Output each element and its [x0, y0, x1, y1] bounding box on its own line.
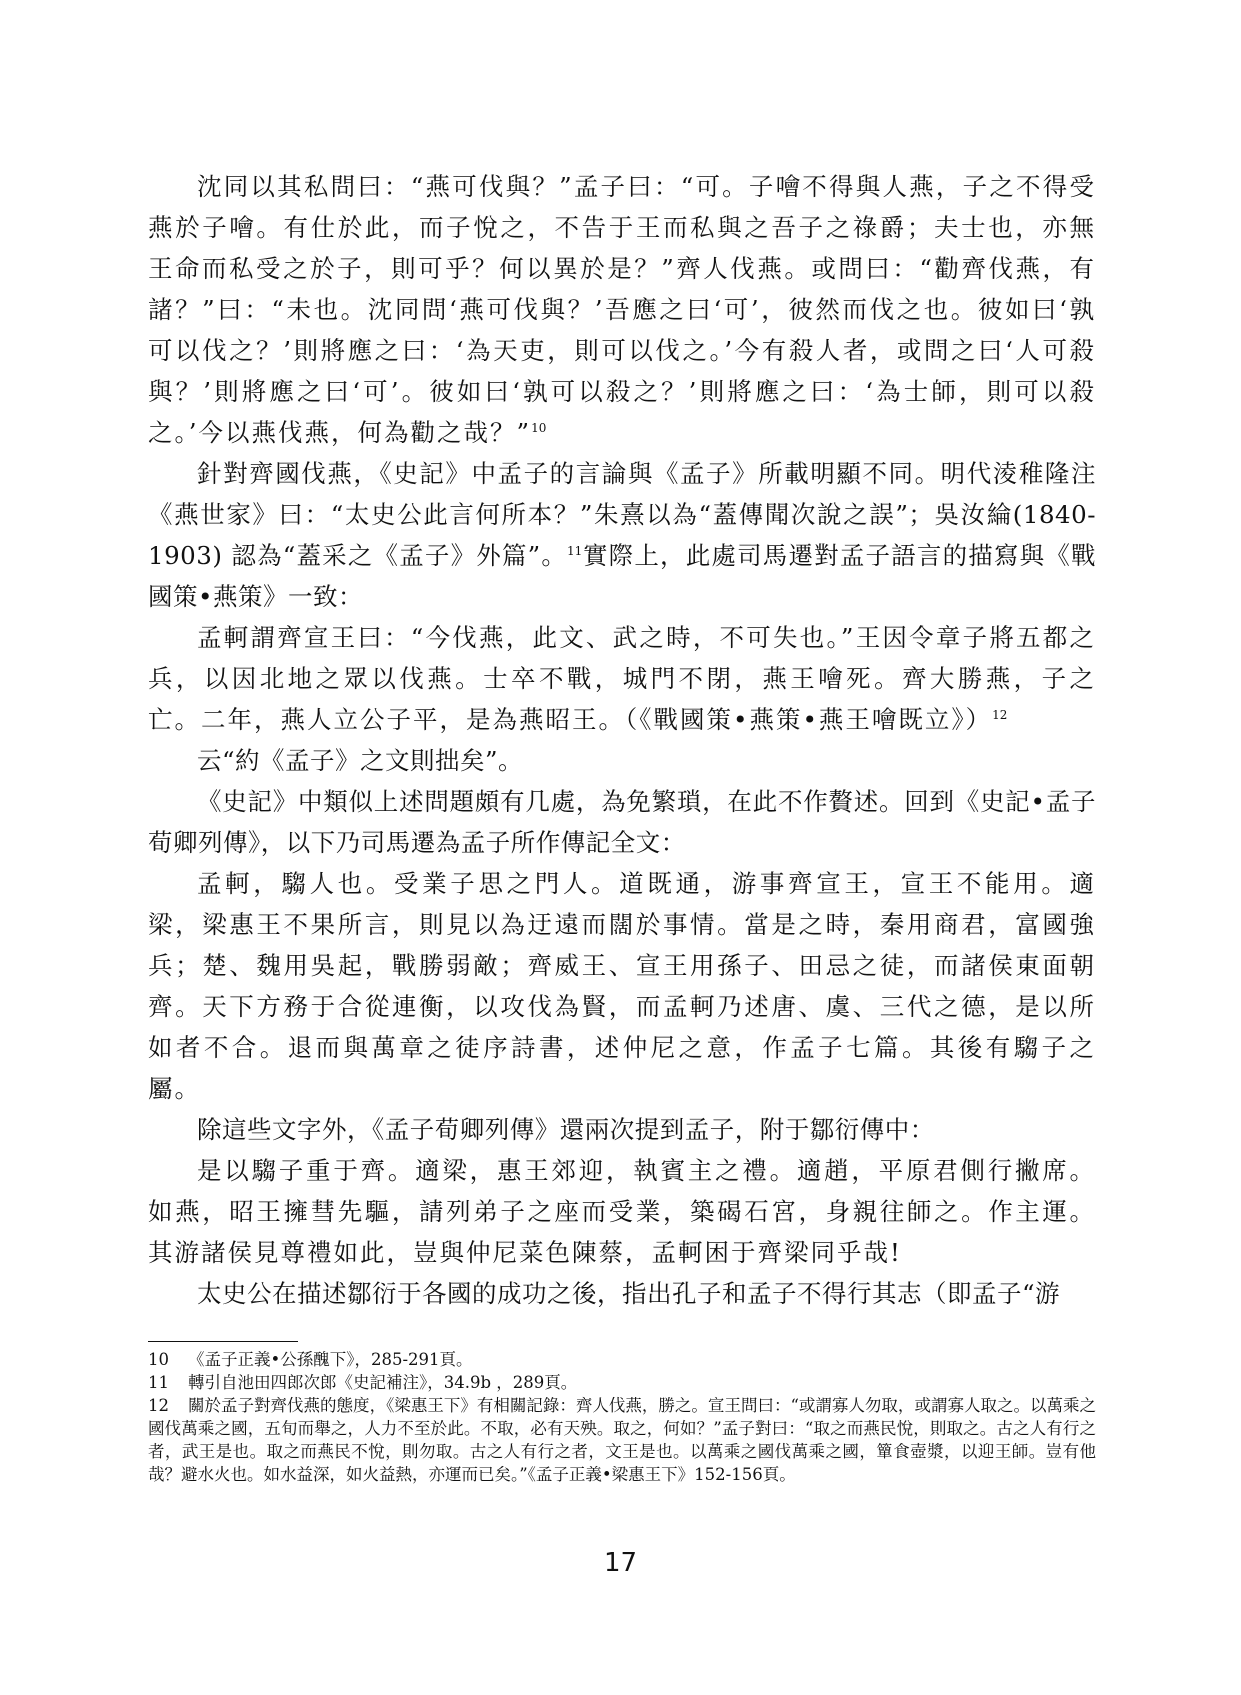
quote-paragraph-1: 沈同以其私問曰：“燕可伐與？”孟子曰：“可。子噲不得與人燕，子之不得受燕於子噲。有仕於此，而子悅之，不告于王而私與之吾子之祿爵；夫士也，亦無王命而私受之於子，則可乎？何以異於是？”齊人伐燕。或問曰：“勸齊伐燕，有諸？”曰：“未也。沈同問‘燕可伐與？’吾應之曰‘可’，彼然而伐之也。彼如曰‘孰可以伐之？’則將應之曰：‘為天吏，則可以伐之。’今有殺人者，或問之曰‘人可殺與？’則將應之曰‘可’。彼如曰‘孰可以殺之？’則將應之曰：‘為士師，則可以殺之。’今以燕伐燕，何為勸之哉？”$^{10}$ [148, 172, 1096, 447]
quote-paragraph-2: 孟軻謂齊宣王曰：“今伐燕，此文、武之時，不可失也。”王因令章子將五都之兵，以因北地之眾以伐燕。士卒不戰，城門不閉，燕王噲死。齊大勝燕，子之亡。二年，燕人立公子平，是為燕昭王。（《戰國策•燕策•燕王噲既立》）$^{12}$ [148, 623, 1096, 734]
footnote-ref-10: 10 [531, 420, 547, 435]
footnote-ref-12: 12 [992, 707, 1008, 722]
footnote-12 [148, 1394, 1096, 1486]
footnote-number: 12 [148, 1396, 169, 1415]
footnote-text: 《孟子正義•公孫醜下》，285-291頁。 [188, 1350, 473, 1369]
body-text [148, 166, 1096, 1314]
body-paragraph-2: 云“約《孟子》之文則拙矣”。 [197, 746, 524, 775]
footnote-11 [148, 1371, 1096, 1394]
footnote-number: 10 [148, 1350, 169, 1369]
footnote-ref-11: 11 [567, 543, 583, 558]
page-number: 17 [603, 1548, 638, 1578]
body-paragraph-3: 《史記》中類似上述問題頗有几處，為免繁瑣，在此不作贅述。回到《史記•孟子荀卿列傳》，以下乃司馬遷為孟子所作傳記全文： [148, 787, 1096, 857]
footnote-text: 關於孟子對齊伐燕的態度，《梁惠王下》有相關記錄：齊人伐燕，勝之。宣王問曰：“或謂寡人勿取，或謂寡人取之。以萬乘之國伐萬乘之國，五旬而舉之，人力不至於此。不取，必有天殃。取之，何如？”孟子對曰：“取之而燕民悅，則取之。古之人有行之者，武王是也。取之而燕民不悅，則勿取。古之人有行之者，文王是也。以萬乘之國伐萬乘之國，簞食壺漿，以迎王師。豈有他哉？避水火也。如水益深，如火益熱，亦運而已矣。”《孟子正義•梁惠王下》152-156頁。 [148, 1396, 1096, 1484]
body-paragraph-5: 太史公在描述鄒衍于各國的成功之後，指出孔子和孟子不得行其志（即孟子“游 [197, 1279, 1061, 1308]
quote-paragraph-3: 孟軻，騶人也。受業子思之門人。道既通，游事齊宣王，宣王不能用。適梁，梁惠王不果所言，則見以為迂遠而闊於事情。當是之時，秦用商君，富國強兵；楚、魏用吳起，戰勝弱敵；齊威王、宣王用孫子、田忌之徒，而諸侯東面朝齊。天下方務于合從連衡，以攻伐為賢，而孟軻乃述唐、虞、三代之德，是以所如者不合。退而與萬章之徒序詩書，述仲尼之意，作孟子七篇。其後有騶子之屬。 [148, 869, 1096, 1103]
footnote-number: 11 [148, 1373, 169, 1392]
footnote-divider [148, 1341, 298, 1342]
footnotes [148, 1348, 1096, 1486]
quote-paragraph-4: 是以騶子重于齊。適梁，惠王郊迎，執賓主之禮。適趙，平原君側行撇席。如燕，昭王擁彗先驅，請列弟子之座而受業，築碣石宮，身親往師之。作主運。其游諸侯見尊禮如此，豈與仲尼菜色陳蔡，孟軻困于齊梁同乎哉! [148, 1156, 1096, 1267]
footnote-text: 轉引自池田四郎次郎《史記補注》，34.9b ，289頁。 [188, 1373, 578, 1392]
footnote-10 [148, 1348, 1096, 1371]
body-paragraph-1: 針對齊國伐燕，《史記》中孟子的言論與《孟子》所載明顯不同。明代淩稚隆注《燕世家》曰：“太史公此言何所本？”朱熹以為“蓋傳聞次說之誤”；吳汝綸(1840-1903) 認為“蓋采之《孟子》外篇”。$^{11}$實際上，此處司馬遷對孟子語言的描寫與《戰國策•燕策》一致： [148, 459, 1097, 611]
body-paragraph-4: 除這些文字外，《孟子荀卿列傳》還兩次提到孟子，附于鄒衍傳中： [197, 1115, 935, 1144]
